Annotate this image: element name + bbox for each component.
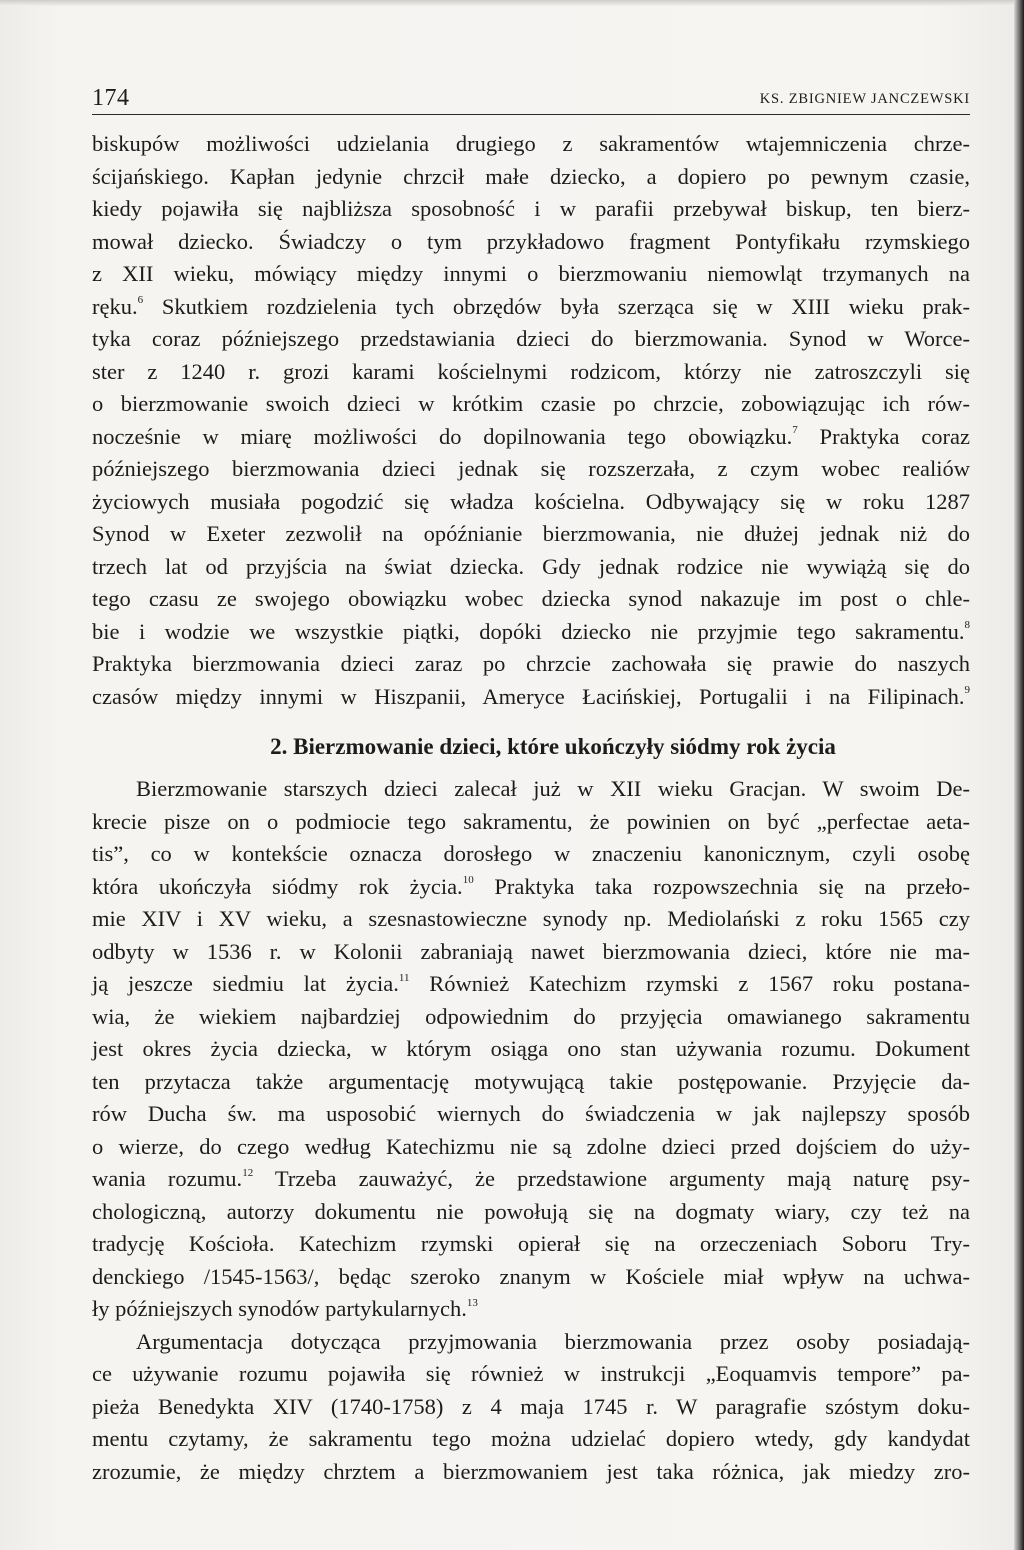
footnote-ref: 10: [462, 874, 474, 886]
text-line: tyka coraz późniejszego przedstawiania dzieci do bierzmowania. Synod w Worce-: [92, 326, 970, 351]
body-text: [92, 128, 970, 1488]
text-line: z XII wieku, mówiący między innymi o bierzmowaniu niemowląt trzymanych na: [92, 261, 970, 286]
text-line: [92, 681, 970, 714]
text-line: [92, 871, 970, 904]
text-line: o wierze, do czego według Katechizmu nie są zdolne dzieci przed dojściem do uży-: [92, 1133, 970, 1159]
text-line: mentu czytamy, że sakramentu tego można udzielać dopiero wtedy, gdy kandydat: [92, 1426, 970, 1451]
text-line: tradycję Kościoła. Katechizm rzymski opierał się na orzeczeniach Soboru Try-: [92, 1231, 970, 1256]
text-line: trzech lat od przyjścia na świat dziecka. Gdy jednak rodzice nie wywiążą się do: [92, 553, 970, 579]
section-heading: 2. Bierzmowanie dzieci, które ukończyły siódmy rok życia: [270, 734, 836, 759]
footnote-ref: 12: [242, 1166, 254, 1179]
text-line: [92, 1293, 970, 1326]
text-line: [92, 616, 970, 649]
page-number: 174: [92, 85, 130, 111]
footnote-ref: 11: [398, 971, 410, 984]
text-line: Synod w Exeter zezwolił na opóźnianie bierzmowania, nie dłużej jednak niż do: [92, 521, 970, 546]
text-line: [92, 1163, 970, 1196]
text-line: mował dziecko. Świadczy o tym przykładowo fragment Pontyfikału rzymskiego: [92, 228, 970, 254]
text-line: ten przytacza także argumentację motywującą takie postępowanie. Przyjęcie da-: [92, 1068, 970, 1094]
text-line: Praktyka bierzmowania dzieci zaraz po chrzcie zachowała się prawie do naszych: [92, 651, 970, 676]
text-line: Bierzmowanie starszych dzieci zalecał już w XII wieku Gracjan. W swoim De-: [136, 776, 970, 801]
text-segment: wania rozumu.: [92, 1166, 243, 1191]
text-segment: która ukończyła siódmy rok życia.: [92, 873, 463, 899]
text-segment: czasów między innymi w Hiszpanii, Ameryce Łacińskiej, Portugalii i na Filipinach.: [92, 683, 965, 709]
text-line: [92, 421, 970, 454]
text-line: zrozumie, że między chrztem a bierzmowaniem jest taka różnica, jak miedzy zro-: [92, 1458, 970, 1484]
text-line: ce używanie rozumu pojawiła się również w instrukcji „Eoquamvis tempore” pa-: [92, 1361, 970, 1386]
text-line: chologiczną, autorzy dokumentu nie powołują się na dogmaty wiary, czy też na: [92, 1198, 970, 1224]
text-line: krecie pisze on o podmiocie tego sakramentu, że powinien on być „perfectae aeta-: [92, 808, 970, 834]
text-segment: nocześnie w miarę możliwości do dopilnowania tego obowiązku.: [92, 423, 793, 449]
text-segment: Trzeba zauważyć, że przedstawione argumenty mają naturę psy-: [253, 1166, 970, 1191]
text-segment: Skutkiem rozdzielenia tych obrzędów była szerząca się w XIII wieku prak-: [143, 293, 970, 319]
page-right-edge: [1014, 0, 1024, 1550]
text-line: ścijańskiego. Kapłan jedynie chrzcił małe dziecko, a dopiero po pewnym czasie,: [92, 163, 970, 189]
text-line: [92, 968, 970, 1001]
text-line: ster z 1240 r. grozi karami kościelnymi rodzicom, którzy nie zatroszczyli się: [92, 358, 970, 384]
text-line: kiedy pojawiła się najbliższa sposobność i w parafii przebywał biskup, ten bierz-: [92, 196, 970, 221]
footnote-ref: 6: [137, 294, 144, 306]
text-segment: ją jeszcze siedmiu lat życia.: [92, 971, 399, 996]
text-segment: ręku.: [92, 293, 138, 319]
text-line: tis”, co w kontekście oznacza dorosłego w znaczeniu kanonicznym, czyli osobę: [92, 841, 970, 866]
footnote-ref: 7: [792, 424, 798, 436]
text-segment: Praktyka coraz: [797, 423, 971, 449]
text-line: Argumentacja dotycząca przyjmowania bierzmowania przez osoby posiadają-: [136, 1328, 970, 1354]
page-header: [92, 80, 970, 115]
text-line: biskupów możliwości udzielania drugiego z sakramentów wtajemniczenia chrze-: [92, 131, 970, 156]
text-line: denckiego /1545-1563/, będąc szeroko znanym w Kościele miał wpływ na uchwa-: [92, 1263, 970, 1289]
page-top-edge: [0, 0, 1024, 6]
footnote-ref: 13: [466, 1296, 478, 1309]
text-segment: bie i wodzie we wszystkie piątki, dopóki dziecko nie przyjmie tego sakramentu.: [92, 618, 965, 644]
text-line: tego czasu ze swojego obowiązku wobec dziecka synod nakazuje im post o chle-: [92, 586, 970, 611]
footnote-ref: 8: [964, 619, 970, 631]
text-line: mie XIV i XV wieku, a szesnastowieczne synody np. Mediolański z roku 1565 czy: [92, 906, 970, 931]
text-line: wia, że wiekiem najbardziej odpowiednim do przyjęcia omawianego sakramentu: [92, 1003, 970, 1029]
text-line: życiowych musiała pogodzić się władza kościelna. Odbywający się w roku 1287: [92, 488, 970, 514]
text-segment: Również Katechizm rzymski z 1567 roku postana-: [409, 971, 970, 996]
text-line: rów Ducha św. ma usposobić wiernych do świadczenia w jak najlepszy sposób: [92, 1101, 970, 1126]
text-line: jest okres życia dziecka, w którym osiąga ono stan używania rozumu. Dokument: [92, 1036, 970, 1061]
footnote-ref: 9: [964, 684, 970, 696]
text-line: [92, 291, 970, 324]
text-line: późniejszego bierzmowania dzieci jednak się rozszerzała, z czym wobec realiów: [92, 456, 970, 481]
text-line: odbyty w 1536 r. w Kolonii zabraniają nawet bierzmowania dzieci, które nie ma-: [92, 938, 970, 964]
text-segment: ły późniejszych synodów partykularnych.: [92, 1296, 467, 1321]
text-line: o bierzmowanie swoich dzieci w krótkim czasie po chrzcie, zobowiązując ich rów-: [92, 391, 970, 416]
text-line: pieża Benedykta XIV (1740-1758) z 4 maja 1745 r. W paragrafie szóstym doku-: [92, 1393, 970, 1419]
text-segment: Praktyka taka rozpowszechnia się na przeło-: [473, 873, 970, 899]
running-head: KS. ZBIGNIEW JANCZEWSKI: [759, 91, 970, 107]
